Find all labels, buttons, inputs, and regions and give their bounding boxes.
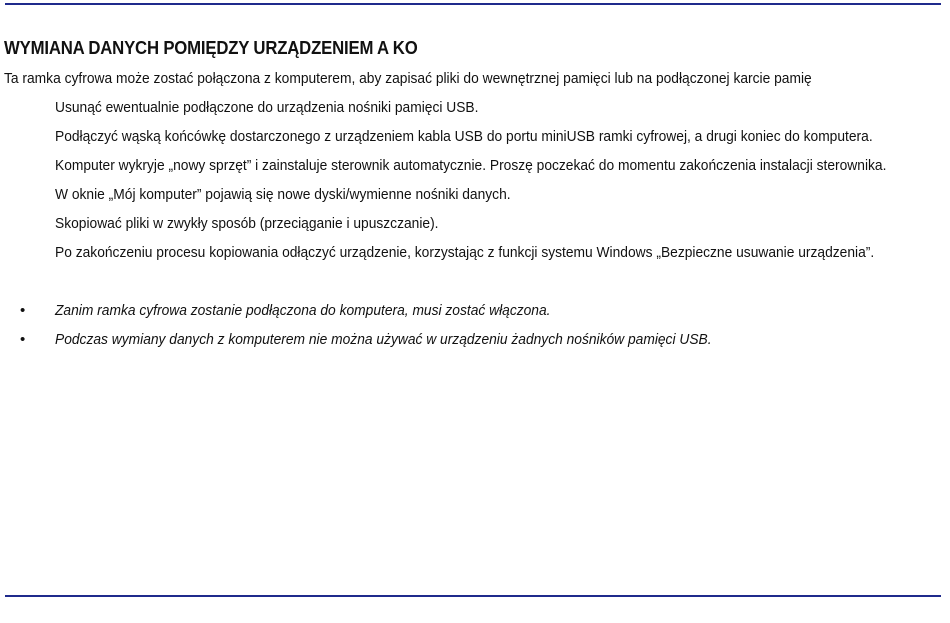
section-heading: WYMIANA DANYCH POMIĘDZY URZĄDZENIEM A KO (4, 38, 418, 58)
bottom-divider (5, 595, 941, 597)
step-item: Usunąć ewentualnie podłączone do urządzenia nośniki pamięci USB. (55, 99, 479, 116)
step-item: Skopiować pliki w zwykły sposób (przeciąganie i upuszczanie). (55, 215, 439, 232)
intro-paragraph: Ta ramka cyfrowa może zostać połączona z komputerem, aby zapisać pliki do wewnętrznej pamięci lub na podłączonej karcie pamię (4, 70, 812, 87)
step-item: Podłączyć wąską końcówkę dostarczonego z urządzeniem kabla USB do portu miniUSB ramki cyfrowej, a drugi koniec do komputera. (55, 128, 873, 145)
note-text: Zanim ramka cyfrowa zostanie podłączona do komputera, musi zostać włączona. (55, 302, 551, 319)
step-item: W oknie „Mój komputer” pojawią się nowe dyski/wymienne nośniki danych. (55, 186, 511, 203)
top-divider (5, 3, 941, 5)
bullet-icon: • (20, 302, 26, 319)
step-item: Po zakończeniu procesu kopiowania odłączyć urządzenie, korzystając z funkcji systemu Windows „Bezpieczne usuwanie urządzenia”. (55, 244, 875, 261)
step-item: Komputer wykryje „nowy sprzęt” i zainstaluje sterownik automatycznie. Proszę poczekać do momentu zakończenia instalacji sterownika. (55, 157, 887, 174)
note-text: Podczas wymiany danych z komputerem nie można używać w urządzeniu żadnych nośników pamięci USB. (55, 331, 712, 348)
bullet-icon: • (20, 331, 26, 348)
steps-list (55, 99, 950, 273)
